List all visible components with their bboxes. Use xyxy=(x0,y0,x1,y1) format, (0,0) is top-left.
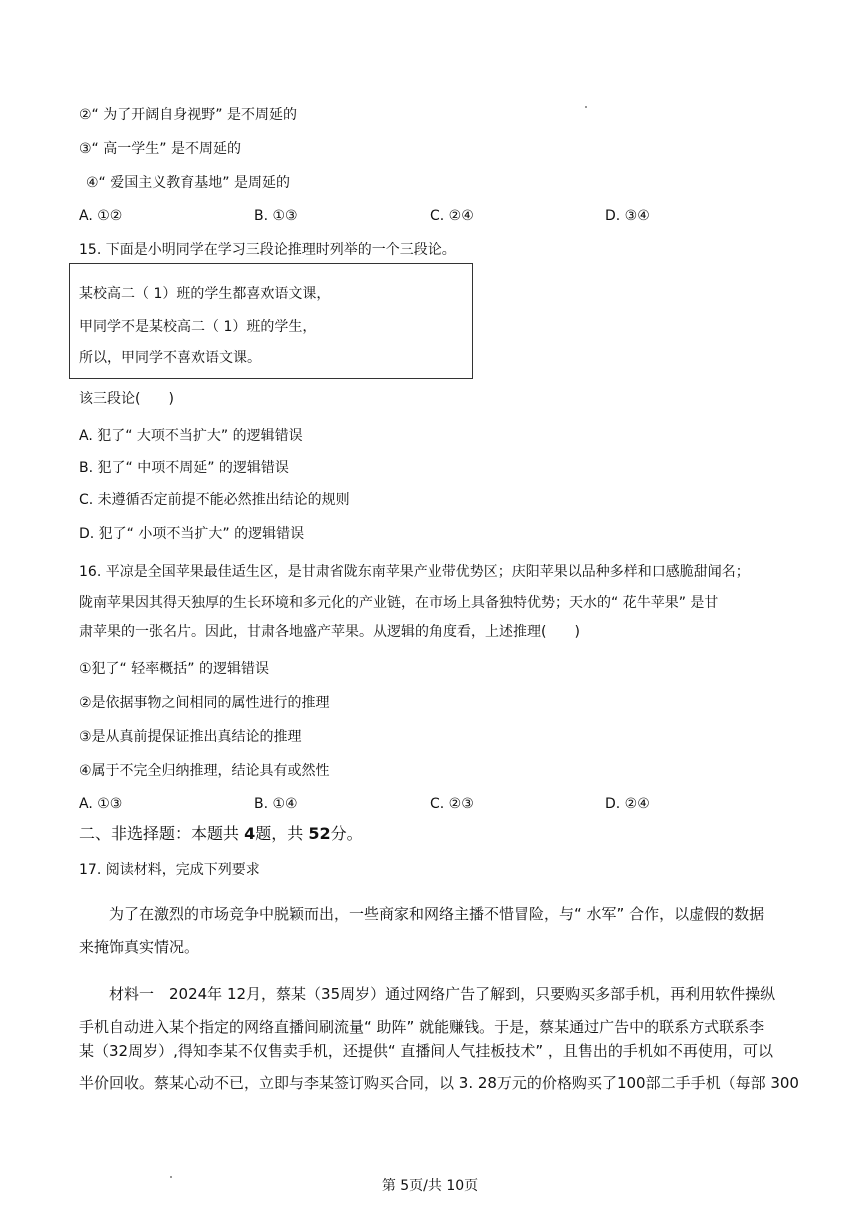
q17-material-line-4: 半价回收。蔡某心动不已，立即与李某签订购买合同，以 3. 28万元的价格购买了100部二手手机（每部 300 xyxy=(79,1074,799,1092)
q14-option-d: D. ③④ xyxy=(605,208,650,224)
scan-dot xyxy=(585,106,587,108)
q14-item-3: ③“ 高一学生” 是不周延的 xyxy=(79,141,241,157)
q17-material-line-3: 某（32周岁）,得知李某不仅售卖手机，还提供“ 直播间人气挂板技术” ，且售出的手机如不再使用，可以 xyxy=(79,1042,773,1060)
q16-option-c: C. ②③ xyxy=(430,796,474,812)
q16-stem-line-1: 16. 平凉是全国苹果最佳适生区，是甘肃省陇东南苹果产业带优势区；庆阳苹果以品种多样和口感脆甜闻名； xyxy=(79,564,750,580)
q14-item-4: ④“ 爱国主义教育基地” 是周延的 xyxy=(86,175,290,191)
section-title-c: 分。 xyxy=(330,824,363,843)
q16-item-2: ②是依据事物之间相同的属性进行的推理 xyxy=(79,695,330,711)
total-score: 52 xyxy=(308,824,331,843)
page-number: 第 5页/共 10页 xyxy=(381,1178,479,1194)
q15-option-c: C. 未遵循否定前提不能必然推出结论的规则 xyxy=(79,492,350,508)
q15-option-a: A. 犯了“ 大项不当扩大” 的逻辑错误 xyxy=(79,428,303,444)
syllogism-conclusion: 所以，甲同学不喜欢语文课。 xyxy=(79,350,261,366)
question-count: 4 xyxy=(244,824,256,843)
syllogism-minor-premise: 甲同学不是某校高二（ 1）班的学生， xyxy=(79,319,317,335)
q14-item-2: ②“ 为了开阔自身视野” 是不周延的 xyxy=(79,107,297,123)
q16-option-b: B. ①④ xyxy=(254,796,298,812)
q16-item-4: ④属于不完全归纳推理，结论具有或然性 xyxy=(79,763,330,779)
q17-intro-line-1: 为了在激烈的市场竞争中脱颖而出，一些商家和网络主播不惜冒险，与“ 水军” 合作，以虚假的数据 xyxy=(109,905,765,923)
q17-material-line-2: 手机自动进入某个指定的网络直播间刷流量“ 助阵” 就能赚钱。于是，蔡某通过广告中的联系方式联系李 xyxy=(79,1018,765,1036)
q16-stem-line-2: 陇南苹果因其得天独厚的生长环境和多元化的产业链，在市场上具备独特优势；天水的“ 花牛苹果” 是甘 xyxy=(79,595,719,611)
section-title-a: 二、非选择题：本题共 xyxy=(79,824,245,843)
q17-intro-line-2: 来掩饰真实情况。 xyxy=(79,938,200,956)
section-title-b: 题，共 xyxy=(255,824,309,843)
q16-stem-line-3: 肃苹果的一张名片。因此，甘肃各地盛产苹果。从逻辑的角度看，上述推理( ) xyxy=(79,624,580,640)
section-heading xyxy=(79,823,363,845)
q14-option-c: C. ②④ xyxy=(430,208,474,224)
q14-option-a: A. ①② xyxy=(79,208,123,224)
syllogism-major-premise: 某校高二（ 1）班的学生都喜欢语文课， xyxy=(79,286,331,302)
q16-option-d: D. ②④ xyxy=(605,796,650,812)
q14-option-b: B. ①③ xyxy=(254,208,298,224)
q16-option-a: A. ①③ xyxy=(79,796,123,812)
q16-item-1: ①犯了“ 轻率概括” 的逻辑错误 xyxy=(79,661,269,677)
q17-stem: 17. 阅读材料，完成下列要求 xyxy=(79,862,260,878)
q15-question: 该三段论( ) xyxy=(79,391,174,407)
q15-stem: 15. 下面是小明同学在学习三段论推理时列举的一个三段论。 xyxy=(79,242,456,258)
q17-material-line-1: 材料一 2024年 12月，蔡某（35周岁）通过网络广告了解到，只要购买多部手机，再利用软件操纵 xyxy=(109,985,776,1003)
q15-option-d: D. 犯了“ 小项不当扩大” 的逻辑错误 xyxy=(79,526,305,542)
q15-option-b: B. 犯了“ 中项不周延” 的逻辑错误 xyxy=(79,460,289,476)
q16-item-3: ③是从真前提保证推出真结论的推理 xyxy=(79,729,302,745)
